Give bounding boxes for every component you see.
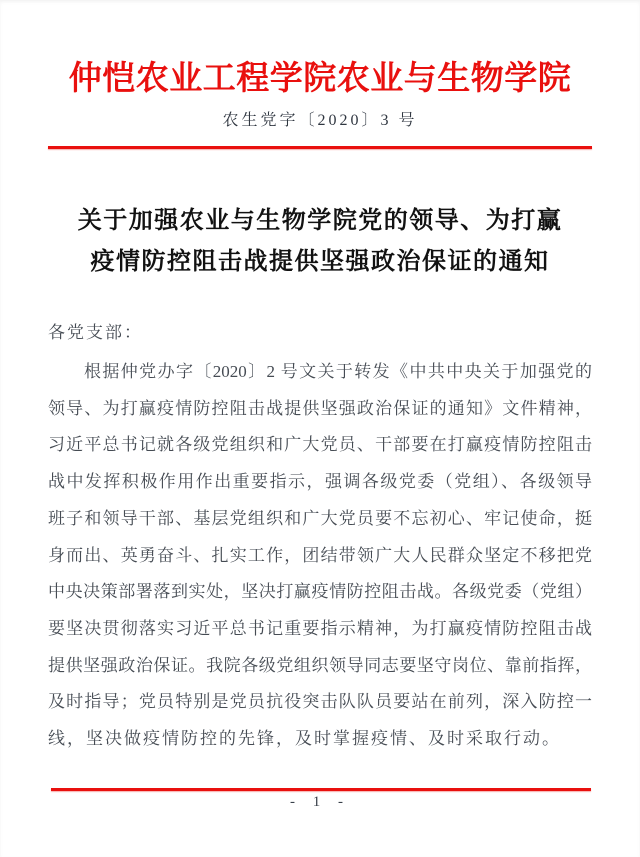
red-rule-bottom — [51, 788, 591, 791]
body-line: 习近平总书记就各级党组织和广大党员、干部要在打赢疫情防控阻击 — [48, 435, 592, 455]
issuer-header: 仲恺农业工程学院农业与生物学院 — [68, 61, 572, 97]
body-line: 要坚决贯彻落实习近平总书记重要指示精神，为打赢疫情防控阻击战 — [48, 618, 592, 638]
body-line: 战中发挥积极作用作出重要指示，强调各级党委（党组）、各级领导 — [48, 472, 592, 492]
body-line: 线，坚决做疫情防控的先锋，及时掌握疫情、及时采取行动。 — [48, 729, 561, 749]
body-line: 及时指导；党员特别是党员抗役突击队队员要站在前列，深入防控一 — [48, 692, 592, 712]
body-line: 根据仲党办字〔2020〕2 号文关于转发《中共中央关于加强党的 — [84, 361, 592, 381]
body-line: 身而出、英勇奋斗、扎实工作，团结带领广大人民群众坚定不移把党 — [48, 545, 592, 565]
body-paragraph — [48, 354, 592, 758]
red-rule-top — [48, 146, 592, 149]
body-line: 领导、为打赢疫情防控阻击战提供坚强政治保证的通知》文件精神， — [48, 398, 592, 418]
document-title-line-2: 疫情防控阻击战提供坚强政治保证的通知 — [90, 247, 550, 275]
body-line: 提供坚强政治保证。我院各级党组织领导同志要坚守岗位、靠前指挥， — [48, 655, 592, 675]
document-title — [0, 200, 640, 282]
document-number: 农生党字〔2020〕3 号 — [222, 112, 418, 130]
salutation: 各党支部： — [48, 322, 143, 342]
body-line: 中央决策部署落到实处，坚决打赢疫情防控阻击战。各级党委（党组） — [48, 582, 592, 602]
page-number: - 1 - — [290, 794, 350, 810]
body-line: 班子和领导干部、基层党组织和广大党员要不忘初心、牢记使命，挺 — [48, 508, 592, 528]
document-title-line-1: 关于加强农业与生物学院党的领导、为打赢 — [77, 206, 563, 234]
